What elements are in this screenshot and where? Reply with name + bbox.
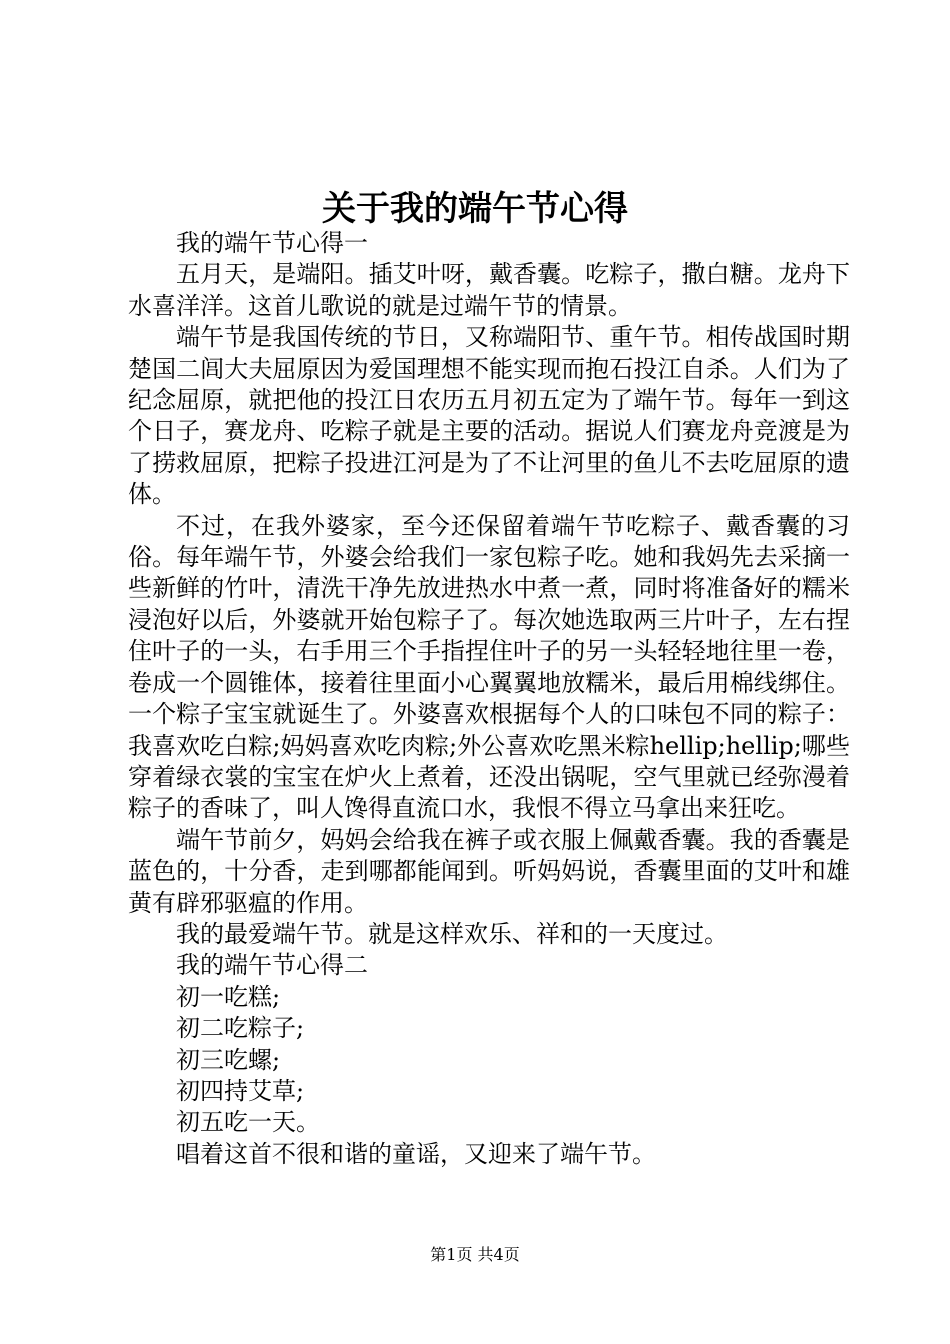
body-paragraph: 我的最爱端午节。就是这样欢乐、祥和的一天度过。 [176, 919, 728, 948]
document-title: 关于我的端午节心得 [322, 189, 628, 229]
body-paragraph: 唱着这首不很和谐的童谣，又迎来了端午节。 [176, 1139, 656, 1168]
body-paragraph: 初二吃粽子; [176, 1014, 305, 1043]
body-paragraph: 五月天，是端阳。插艾叶呀，戴香囊。吃粽子，撒白糖。龙舟下水喜洋洋。这首儿歌说的就是过端午节的情景。 [128, 260, 850, 320]
body-paragraph: 初四持艾草; [176, 1076, 305, 1105]
body-paragraph: 我的端午节心得一 [176, 229, 368, 257]
body-paragraph: 不过，在我外婆家，至今还保留着端午节吃粽子、戴香囊的习俗。每年端午节，外婆会给我们一家包粽子吃。她和我妈先去采摘一些新鲜的竹叶，清洗干净先放进热水中煮一煮，同时将准备好的糯米浸泡好以后，外婆就开始包粽子了。每次她选取两三片叶子，左右捏住叶子的一头，右手用三个手指捏住叶子的另一头轻轻地往里一卷，卷成一个圆锥体，接着往里面小心翼翼地放糯米，最后用棉线绑住。一个粽子宝宝就诞生了。外婆喜欢根据每个人的口味包不同的粽子：我喜欢吃白粽;妈妈喜欢吃肉粽;外公喜欢吃黑米粽hellip;hellip;哪些穿着绿衣裳的宝宝在炉火上煮着，还没出锅呢，空气里就已经弥漫着粽子的香味了，叫人馋得直流口水，我恨不得立马拿出来狂吃。 [128, 511, 850, 823]
body-paragraph: 端午节是我国传统的节日，又称端阳节、重午节。相传战国时期楚国二闾大夫屈原因为爱国理想不能实现而抱石投江自杀。人们为了纪念屈原，就把他的投江日农历五月初五定为了端午节。每年一到这个日子，赛龙舟、吃粽子就是主要的活动。据说人们赛龙舟竞渡是为了捞救屈原，把粽子投进江河是为了不让河里的鱼儿不去吃屈原的遗体。 [128, 323, 850, 509]
body-paragraph: 我的端午节心得二 [176, 951, 368, 980]
body-paragraph: 端午节前夕，妈妈会给我在裤子或衣服上佩戴香囊。我的香囊是蓝色的，十分香，走到哪都能闻到。听妈妈说，香囊里面的艾叶和雄黄有辟邪驱瘟的作用。 [128, 825, 850, 917]
body-paragraph: 初五吃一天。 [176, 1108, 320, 1137]
document-body [128, 228, 850, 1170]
body-paragraph: 初三吃螺; [176, 1045, 281, 1074]
body-paragraph: 初一吃糕; [176, 982, 281, 1011]
page-number-footer: 第1页 共4页 [430, 1245, 520, 1264]
